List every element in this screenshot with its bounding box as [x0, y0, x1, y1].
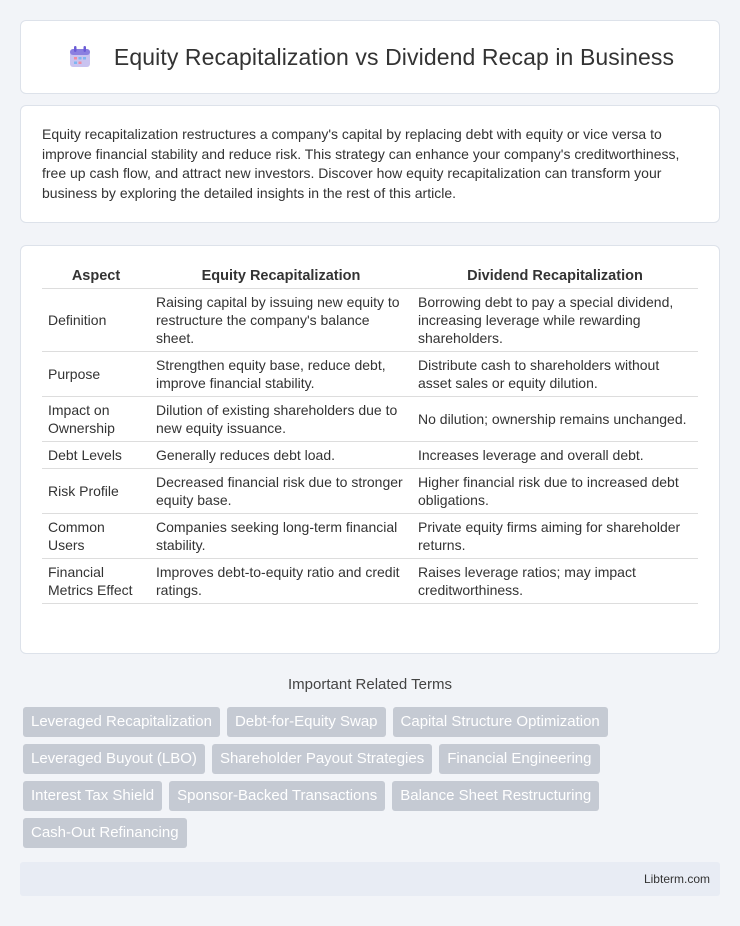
- footer-site-link[interactable]: Libterm.com: [643, 872, 710, 886]
- related-term-tag[interactable]: Balance Sheet Restructuring: [392, 781, 599, 811]
- table-row: [42, 289, 698, 352]
- footer: [20, 862, 720, 896]
- page-header: [20, 20, 720, 94]
- row-equity: Decreased financial risk due to stronger equity base.: [150, 469, 412, 514]
- row-dividend: Borrowing debt to pay a special dividend, increasing leverage while rewarding shareholders.: [412, 289, 698, 352]
- header-dividend: Dividend Recapitalization: [412, 266, 698, 289]
- row-aspect: Financial Metrics Effect: [42, 559, 150, 604]
- table-row: [42, 352, 698, 397]
- related-term-tag[interactable]: Cash-Out Refinancing: [23, 818, 187, 848]
- header-equity: Equity Recapitalization: [150, 266, 412, 289]
- table-row: [42, 514, 698, 559]
- row-equity: Strengthen equity base, reduce debt, improve financial stability.: [150, 352, 412, 397]
- row-dividend: Raises leverage ratios; may impact creditworthiness.: [412, 559, 698, 604]
- related-term-tag[interactable]: Capital Structure Optimization: [393, 707, 608, 737]
- related-term-tag[interactable]: Financial Engineering: [439, 744, 599, 774]
- related-terms-list: [23, 707, 723, 855]
- row-equity: Improves debt-to-equity ratio and credit ratings.: [150, 559, 412, 604]
- related-term-tag[interactable]: Debt-for-Equity Swap: [227, 707, 386, 737]
- row-equity: Raising capital by issuing new equity to restructure the company's balance sheet.: [150, 289, 412, 352]
- related-term-tag[interactable]: Shareholder Payout Strategies: [212, 744, 432, 774]
- row-dividend: Higher financial risk due to increased debt obligations.: [412, 469, 698, 514]
- row-aspect: Purpose: [42, 352, 150, 397]
- row-aspect: Common Users: [42, 514, 150, 559]
- table-row: [42, 442, 698, 469]
- table-header-row: [42, 266, 698, 289]
- row-aspect: Definition: [42, 289, 150, 352]
- table-row: [42, 397, 698, 442]
- related-term-tag[interactable]: Leveraged Buyout (LBO): [23, 744, 205, 774]
- intro-section: [20, 105, 720, 223]
- row-aspect: Impact on Ownership: [42, 397, 150, 442]
- related-term-tag[interactable]: Leveraged Recapitalization: [23, 707, 220, 737]
- comparison-table-card: [20, 245, 720, 654]
- row-equity: Companies seeking long-term financial stability.: [150, 514, 412, 559]
- related-terms-title: Important Related Terms: [288, 676, 452, 693]
- related-term-tag[interactable]: Interest Tax Shield: [23, 781, 162, 811]
- row-equity: Generally reduces debt load.: [150, 442, 412, 469]
- row-dividend: Private equity firms aiming for shareholder returns.: [412, 514, 698, 559]
- row-dividend: No dilution; ownership remains unchanged.: [412, 397, 698, 442]
- table-row: [42, 559, 698, 604]
- calendar-icon: [66, 43, 94, 71]
- row-aspect: Risk Profile: [42, 469, 150, 514]
- intro-text: Equity recapitalization restructures a company's capital by replacing debt with equity or vice versa to improve financial stability and reduce risk. This strategy can enhance your company's creditworthiness, free up cash flow, and attract new investors. Discover how equity recapitalization can transform your business by exploring the detailed insights in the rest of this article.: [42, 126, 680, 201]
- row-dividend: Increases leverage and overall debt.: [412, 442, 698, 469]
- header-aspect: Aspect: [42, 266, 150, 289]
- comparison-table: [42, 266, 698, 604]
- row-dividend: Distribute cash to shareholders without asset sales or equity dilution.: [412, 352, 698, 397]
- related-term-tag[interactable]: Sponsor-Backed Transactions: [169, 781, 385, 811]
- page-title: Equity Recapitalization vs Dividend Recap in Business: [113, 43, 675, 70]
- table-row: [42, 469, 698, 514]
- row-equity: Dilution of existing shareholders due to new equity issuance.: [150, 397, 412, 442]
- row-aspect: Debt Levels: [42, 442, 150, 469]
